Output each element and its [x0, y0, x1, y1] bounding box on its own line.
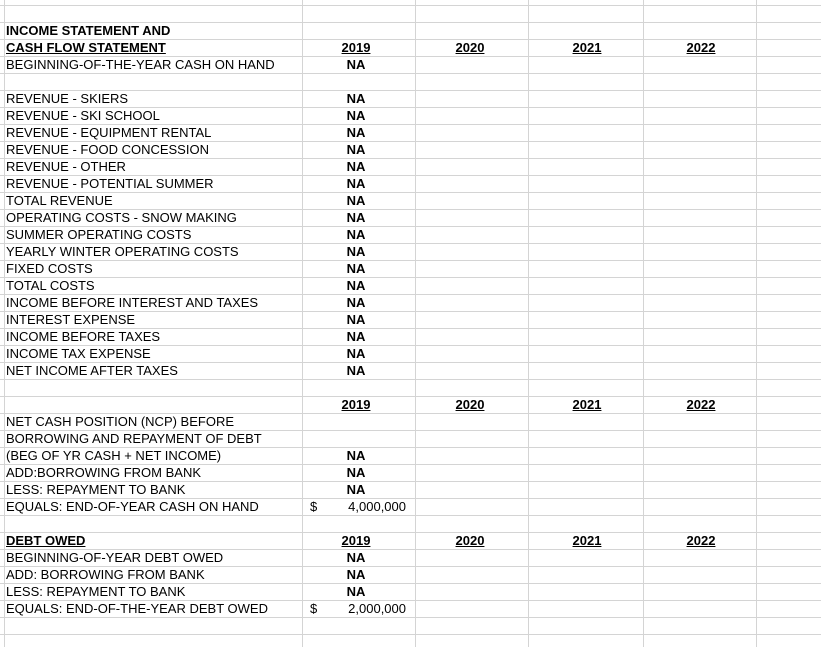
- year-header-2020: 2020: [455, 397, 485, 412]
- row-value: NA: [346, 176, 366, 191]
- borrow-label: ADD:BORROWING FROM BANK: [6, 465, 202, 480]
- row-value: NA: [346, 261, 366, 276]
- repay-label: LESS: REPAYMENT TO BANK: [6, 482, 186, 497]
- row-value: NA: [346, 108, 366, 123]
- grid-line: [0, 379, 821, 380]
- debt-owed-title: DEBT OWED: [6, 533, 86, 548]
- row-label: NET INCOME AFTER TAXES: [6, 363, 178, 378]
- section1-title-line2: CASH FLOW STATEMENT: [6, 40, 166, 55]
- row-label: FIXED COSTS: [6, 261, 93, 276]
- begin-debt-label: BEGINNING-OF-YEAR DEBT OWED: [6, 550, 224, 565]
- beginning-cash-value: NA: [346, 57, 366, 72]
- grid-line: [0, 277, 821, 278]
- year-header-2021: 2021: [572, 533, 602, 548]
- row-value: NA: [346, 210, 366, 225]
- row-value: NA: [346, 295, 366, 310]
- begin-debt-value: NA: [346, 550, 366, 565]
- row-label: REVENUE - POTENTIAL SUMMER: [6, 176, 214, 191]
- year-header-2019: 2019: [341, 533, 371, 548]
- year-header-2021: 2021: [572, 397, 602, 412]
- grid-line: [0, 73, 821, 74]
- grid-line: [0, 192, 821, 193]
- ncp-label-line1: NET CASH POSITION (NCP) BEFORE: [6, 414, 235, 429]
- row-value: NA: [346, 363, 366, 378]
- year-header-2019: 2019: [341, 397, 371, 412]
- row-value: NA: [346, 125, 366, 140]
- end-cash-label: EQUALS: END-OF-YEAR CASH ON HAND: [6, 499, 259, 514]
- beginning-cash-label: BEGINNING-OF-THE-YEAR CASH ON HAND: [6, 57, 275, 72]
- grid-line: [0, 515, 821, 516]
- row-label: REVENUE - OTHER: [6, 159, 126, 174]
- debt-repay-value: NA: [346, 584, 366, 599]
- year-header-2019: 2019: [341, 40, 371, 55]
- row-label: OPERATING COSTS - SNOW MAKING: [6, 210, 237, 225]
- row-label: INCOME TAX EXPENSE: [6, 346, 151, 361]
- row-value: NA: [346, 329, 366, 344]
- ncp-value: NA: [346, 448, 366, 463]
- end-debt-currency: $: [310, 601, 318, 616]
- row-label: REVENUE - EQUIPMENT RENTAL: [6, 125, 212, 140]
- row-label: REVENUE - SKIERS: [6, 91, 129, 106]
- row-label: REVENUE - SKI SCHOOL: [6, 108, 160, 123]
- row-label: REVENUE - FOOD CONCESSION: [6, 142, 209, 157]
- repay-value: NA: [346, 482, 366, 497]
- end-debt-label: EQUALS: END-OF-THE-YEAR DEBT OWED: [6, 601, 268, 616]
- grid-line: [0, 634, 821, 635]
- grid-line: [0, 260, 821, 261]
- grid-line: [0, 5, 821, 6]
- row-label: TOTAL COSTS: [6, 278, 95, 293]
- grid-line: [0, 617, 821, 618]
- row-value: NA: [346, 346, 366, 361]
- year-header-2022: 2022: [686, 533, 716, 548]
- year-header-2020: 2020: [455, 533, 485, 548]
- row-value: NA: [346, 312, 366, 327]
- row-value: NA: [346, 278, 366, 293]
- end-cash-currency: $: [310, 499, 318, 514]
- end-cash-value: 4,000,000: [348, 499, 406, 514]
- row-label: YEARLY WINTER OPERATING COSTS: [6, 244, 239, 259]
- row-value: NA: [346, 91, 366, 106]
- row-label: SUMMER OPERATING COSTS: [6, 227, 192, 242]
- row-value: NA: [346, 227, 366, 242]
- row-label: TOTAL REVENUE: [6, 193, 113, 208]
- row-label: INCOME BEFORE TAXES: [6, 329, 161, 344]
- row-label: INTEREST EXPENSE: [6, 312, 136, 327]
- end-debt-value: 2,000,000: [348, 601, 406, 616]
- ncp-label-line3: (BEG OF YR CASH + NET INCOME): [6, 448, 222, 463]
- row-value: NA: [346, 193, 366, 208]
- section1-title-line1: INCOME STATEMENT AND: [6, 23, 171, 38]
- ncp-label-line2: BORROWING AND REPAYMENT OF DEBT: [6, 431, 262, 446]
- year-header-2020: 2020: [455, 40, 485, 55]
- year-header-2022: 2022: [686, 397, 716, 412]
- debt-borrow-label: ADD: BORROWING FROM BANK: [6, 567, 205, 582]
- debt-repay-label: LESS: REPAYMENT TO BANK: [6, 584, 186, 599]
- row-value: NA: [346, 244, 366, 259]
- row-value: NA: [346, 159, 366, 174]
- row-value: NA: [346, 142, 366, 157]
- row-label: INCOME BEFORE INTEREST AND TAXES: [6, 295, 259, 310]
- borrow-value: NA: [346, 465, 366, 480]
- year-header-2021: 2021: [572, 40, 602, 55]
- debt-borrow-value: NA: [346, 567, 366, 582]
- year-header-2022: 2022: [686, 40, 716, 55]
